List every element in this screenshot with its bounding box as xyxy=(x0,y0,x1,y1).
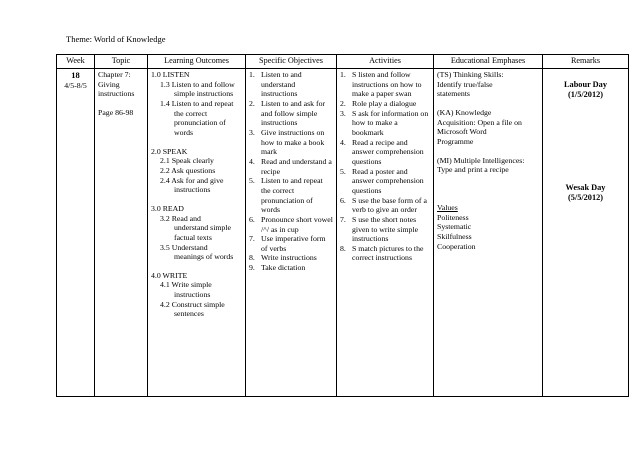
values-title: Values xyxy=(437,202,458,212)
item-number: 3. xyxy=(340,108,346,118)
objective-item xyxy=(249,128,333,157)
specific-objectives-list xyxy=(249,70,333,273)
remark-date: (5/5/2012) xyxy=(567,192,604,202)
ee-line: Microsoft Word xyxy=(437,127,487,137)
lo-sub-item xyxy=(160,176,242,195)
ee-line: (KA) Knowledge xyxy=(437,107,492,117)
topic-line: Giving xyxy=(98,79,120,89)
lo-sub-first: 1.3 Listen to and follow xyxy=(160,79,235,89)
theme-title: Theme: World of Knowledge xyxy=(66,34,166,44)
item-text: Listen to and understand instructions xyxy=(261,70,302,99)
lo-sub-first: 1.4 Listen to and repeat xyxy=(160,98,234,108)
item-text: Write instructions xyxy=(261,253,317,263)
header-learning-outcomes: Learning Outcomes xyxy=(148,55,246,69)
item-number: 4. xyxy=(249,156,255,166)
item-number: 9. xyxy=(249,263,255,273)
lo-sub-rest: the correct pronunciation of words xyxy=(174,108,226,137)
ee-line: (MI) Multiple Intelligences: xyxy=(437,155,525,165)
lo-sub-rest: sentences xyxy=(174,309,204,319)
lo-sub-first: 2.4 Ask for and give xyxy=(160,175,224,185)
item-text: Read a recipe and answer comprehension questions xyxy=(352,137,424,166)
lo-sub-rest: understand simple factual texts xyxy=(174,223,231,242)
lo-sub-first: 4.1 Write simple xyxy=(160,280,212,290)
lo-sub-rest: instructions xyxy=(174,290,211,300)
lo-section-title: 2.0 SPEAK xyxy=(151,146,188,156)
value-item: Politeness xyxy=(437,212,469,222)
activity-item xyxy=(340,138,430,167)
lo-section-title: 1.0 LISTEN xyxy=(151,70,190,79)
item-number: 7. xyxy=(340,214,346,224)
lo-sub-rest: simple instructions xyxy=(174,89,234,99)
item-text: S use the base form of a verb to give an order xyxy=(352,195,427,215)
item-number: 3. xyxy=(249,127,255,137)
objective-item xyxy=(249,99,333,128)
lesson-plan-table xyxy=(56,54,629,397)
lo-section-title: 3.0 READ xyxy=(151,203,184,213)
objective-item xyxy=(249,215,333,234)
item-text: S listen and follow instructions on how to make a paper swan xyxy=(352,70,422,99)
item-text: S ask for information on how to make a bookmark xyxy=(352,108,429,137)
remark-label: Wesak Day xyxy=(565,182,606,192)
objective-item xyxy=(249,70,333,99)
activities-cell xyxy=(337,69,434,397)
objective-item xyxy=(249,176,333,215)
activity-item xyxy=(340,70,430,99)
week-row xyxy=(57,69,629,397)
lo-section-title: 4.0 WRITE xyxy=(151,270,188,280)
activity-item xyxy=(340,109,430,138)
ee-line: Acquisition: Open a file on xyxy=(437,117,522,127)
item-number: 5. xyxy=(340,166,346,176)
header-week: Week xyxy=(57,55,95,69)
lo-sub-item xyxy=(160,300,242,319)
item-number: 6. xyxy=(340,195,346,205)
lo-sub-first: 3.2 Read and xyxy=(160,213,201,223)
objective-item xyxy=(249,157,333,176)
educational-emphases-cell xyxy=(434,69,543,397)
topic-cell xyxy=(95,69,148,397)
lo-sub-first: 4.2 Construct simple xyxy=(160,299,225,309)
topic-pages: Page 86-98 xyxy=(98,107,134,117)
item-text: S match pictures to the correct instructions xyxy=(352,243,424,263)
item-text: Use imperative form of verbs xyxy=(261,234,326,253)
objective-item xyxy=(249,263,333,273)
lo-sub-item xyxy=(160,80,242,99)
ee-line: Type and print a recipe xyxy=(437,165,509,175)
ee-line: Programme xyxy=(437,136,474,146)
item-number: 2. xyxy=(249,98,255,108)
lo-sub-first: 3.5 Understand xyxy=(160,242,208,252)
topic-line: Chapter 7: xyxy=(98,70,131,79)
lo-sub-first: 2.2 Ask questions xyxy=(160,165,216,175)
header-row xyxy=(57,55,629,69)
week-dates: 4/5-8/5 xyxy=(64,80,87,90)
item-text: S use the short notes given to write simple instructions xyxy=(352,214,419,244)
header-remarks: Remarks xyxy=(543,55,629,69)
week-number: 18 xyxy=(71,70,80,80)
week-cell xyxy=(57,69,95,397)
value-item: Systematic xyxy=(437,222,472,232)
lo-sub-item xyxy=(160,243,242,262)
item-text: Give instructions on how to make a book mark xyxy=(261,127,325,157)
activity-item xyxy=(340,244,430,263)
lo-sub-rest: instructions xyxy=(174,185,211,195)
item-text: Take dictation xyxy=(261,263,306,273)
header-activities: Activities xyxy=(337,55,434,69)
lo-sub-item xyxy=(160,166,242,176)
lo-sub-item xyxy=(160,99,242,138)
item-text: Listen to and repeat the correct pronunciation of words xyxy=(261,176,323,215)
header-educational-emphases: Educational Emphases xyxy=(434,55,543,69)
value-item: Skilfulness xyxy=(437,231,472,241)
item-number: 7. xyxy=(249,234,255,244)
item-text: Read a poster and answer comprehension questions xyxy=(352,166,424,195)
activity-item xyxy=(340,196,430,215)
item-text: Read and understand a recipe xyxy=(261,156,332,176)
item-number: 1. xyxy=(340,70,346,79)
learning-outcomes-cell xyxy=(148,69,246,397)
activity-item xyxy=(340,167,430,196)
ee-line: Identify true/false xyxy=(437,79,493,89)
topic-line: instructions xyxy=(98,89,135,99)
objective-item xyxy=(249,253,333,263)
specific-objectives-cell xyxy=(246,69,337,397)
lo-sub-first: 2.1 Speak clearly xyxy=(160,156,214,166)
lo-sub-item xyxy=(160,214,242,243)
item-text: Role play a dialogue xyxy=(352,98,417,108)
item-number: 5. xyxy=(249,176,255,186)
activity-item xyxy=(340,215,430,244)
item-number: 8. xyxy=(249,253,255,263)
activities-list xyxy=(340,70,430,263)
header-topic: Topic xyxy=(95,55,148,69)
ee-line: (TS) Thinking Skills: xyxy=(437,70,504,79)
item-number: 6. xyxy=(249,214,255,224)
remark-label: Labour Day xyxy=(564,80,607,89)
remarks-cell xyxy=(543,69,629,397)
objective-item xyxy=(249,234,333,253)
ee-line: statements xyxy=(437,89,470,99)
activity-item xyxy=(340,99,430,109)
lo-sub-item xyxy=(160,156,242,166)
item-number: 1. xyxy=(249,70,255,79)
lo-sub-rest: meanings of words xyxy=(174,252,234,262)
item-number: 2. xyxy=(340,98,346,108)
value-item: Cooperation xyxy=(437,241,476,251)
item-text: Listen to and ask for and follow simple instructions xyxy=(261,98,326,128)
item-number: 4. xyxy=(340,137,346,147)
item-number: 8. xyxy=(340,243,346,253)
lo-sub-item xyxy=(160,280,242,299)
item-text: Pronounce short vowel /^/ as in cup xyxy=(261,214,333,234)
remark-date: (1/5/2012) xyxy=(567,90,604,100)
header-specific-objectives: Specific Objectives xyxy=(246,55,337,69)
